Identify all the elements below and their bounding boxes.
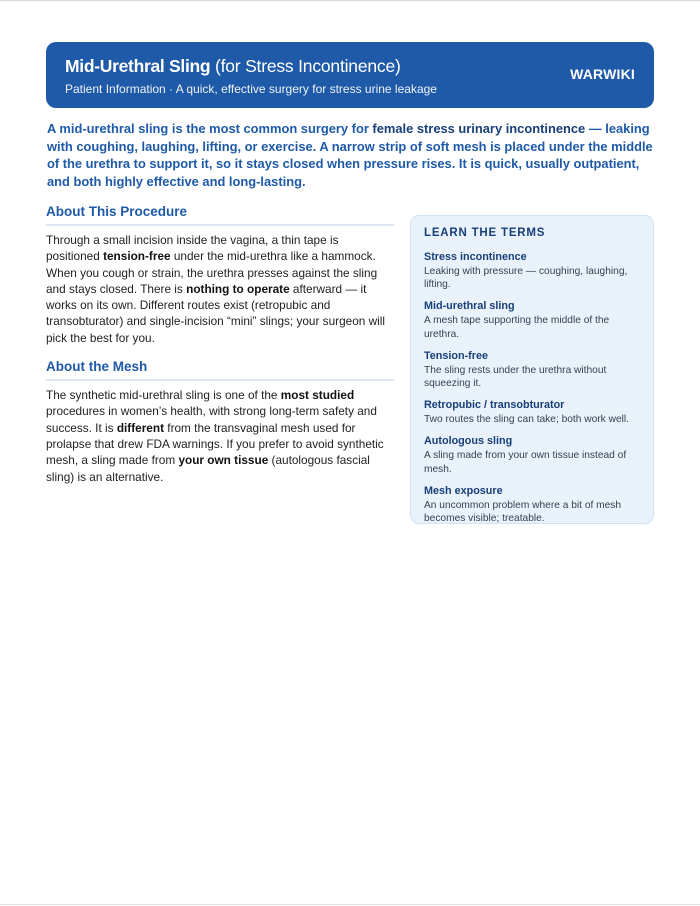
procedure-bold-1: tension-free [103,249,171,264]
mesh-text-4: (autologous fascial sling) is an alternative. [46,453,370,484]
term-name: Tension-free [424,349,488,362]
title-sub: (for Stress Incontinence) [210,56,401,76]
term-definition: The sling rests under the urethra without squeezing it. [424,364,607,390]
intro-paragraph [47,120,653,190]
term-name: Mesh exposure [424,484,503,497]
glossary-heading: LEARN THE TERMS [424,227,546,239]
term-definition: Two routes the sling can take; both work well. [424,414,629,426]
top-divider [0,0,700,1]
glossary-box [410,215,654,524]
term-definition: A sling made from your own tissue instead of mesh. [424,450,627,475]
term-definition: A mesh tape supporting the middle of the urethra. [424,315,610,340]
mesh-text-2: procedures in women’s health, with strong long-term safety and success. It is [46,404,377,435]
glossary-term [424,299,640,340]
mesh-section [46,359,394,485]
glossary-term [424,250,640,291]
term-name: Stress incontinence [424,251,527,263]
mesh-bold-2: different [116,420,165,435]
title-main: Mid-Urethral Sling [65,56,211,76]
glossary-term [424,434,640,475]
term-definition: Leaking with pressure — coughing, laughing, lifting. [424,266,628,291]
procedure-heading: About This Procedure [46,204,394,226]
bottom-divider [0,904,700,905]
glossary-term [424,349,640,390]
page-header [46,42,654,108]
main-column [46,204,394,485]
procedure-paragraph [46,232,394,346]
glossary-term [424,484,640,525]
procedure-section [46,204,394,346]
mesh-paragraph [46,387,394,485]
page-subtitle: Patient Information · A quick, effective surgery for stress urine leakage [65,82,437,96]
term-name: Autologous sling [424,435,513,448]
procedure-text-1: Through a small incision inside the vagina, a thin tape is positioned [46,233,339,264]
procedure-text-2: under the mid-urethra like a hammock. When you cough or strain, the urethra presses against the sling and stays closed. There is [46,249,378,296]
intro-text-2: — leaking with coughing, laughing, lifting, or exercise. A narrow strip of soft mesh is placed under the middle of the urethra to support it, so it stays closed when pressure rises. It is quick, usually outpatient, and both highly effective and long-lasting. [47,121,653,189]
mesh-bold-3: your own tissue [178,453,269,468]
glossary-term [424,398,640,426]
mesh-text-1: The synthetic mid-urethral sling is one of the [46,388,281,403]
term-name: Mid-urethral sling [424,300,515,313]
brand-logo: WARWIKI [570,66,635,82]
intro-text-1: A mid-urethral sling is the most common surgery for [47,121,373,136]
term-definition: An uncommon problem where a bit of mesh becomes visible; treatable. [424,499,622,525]
page-title [65,54,635,78]
mesh-heading: About the Mesh [46,359,394,381]
mesh-text-3: from the transvaginal mesh used for prolapse that drew FDA warnings. If you prefer to avoid synthetic mesh, a sling made from [46,420,384,468]
procedure-text-3: afterward — it works on its own. Different routes exist (retropubic and transobturator) and single-incision “mini” slings; your surgeon will pick the best for you. [46,281,385,345]
term-name: Retropubic / transobturator [424,399,565,412]
procedure-bold-2: nothing to operate [186,281,290,296]
mesh-bold-1: most studied [280,388,355,403]
intro-emphasis: female stress urinary incontinence [372,121,586,136]
